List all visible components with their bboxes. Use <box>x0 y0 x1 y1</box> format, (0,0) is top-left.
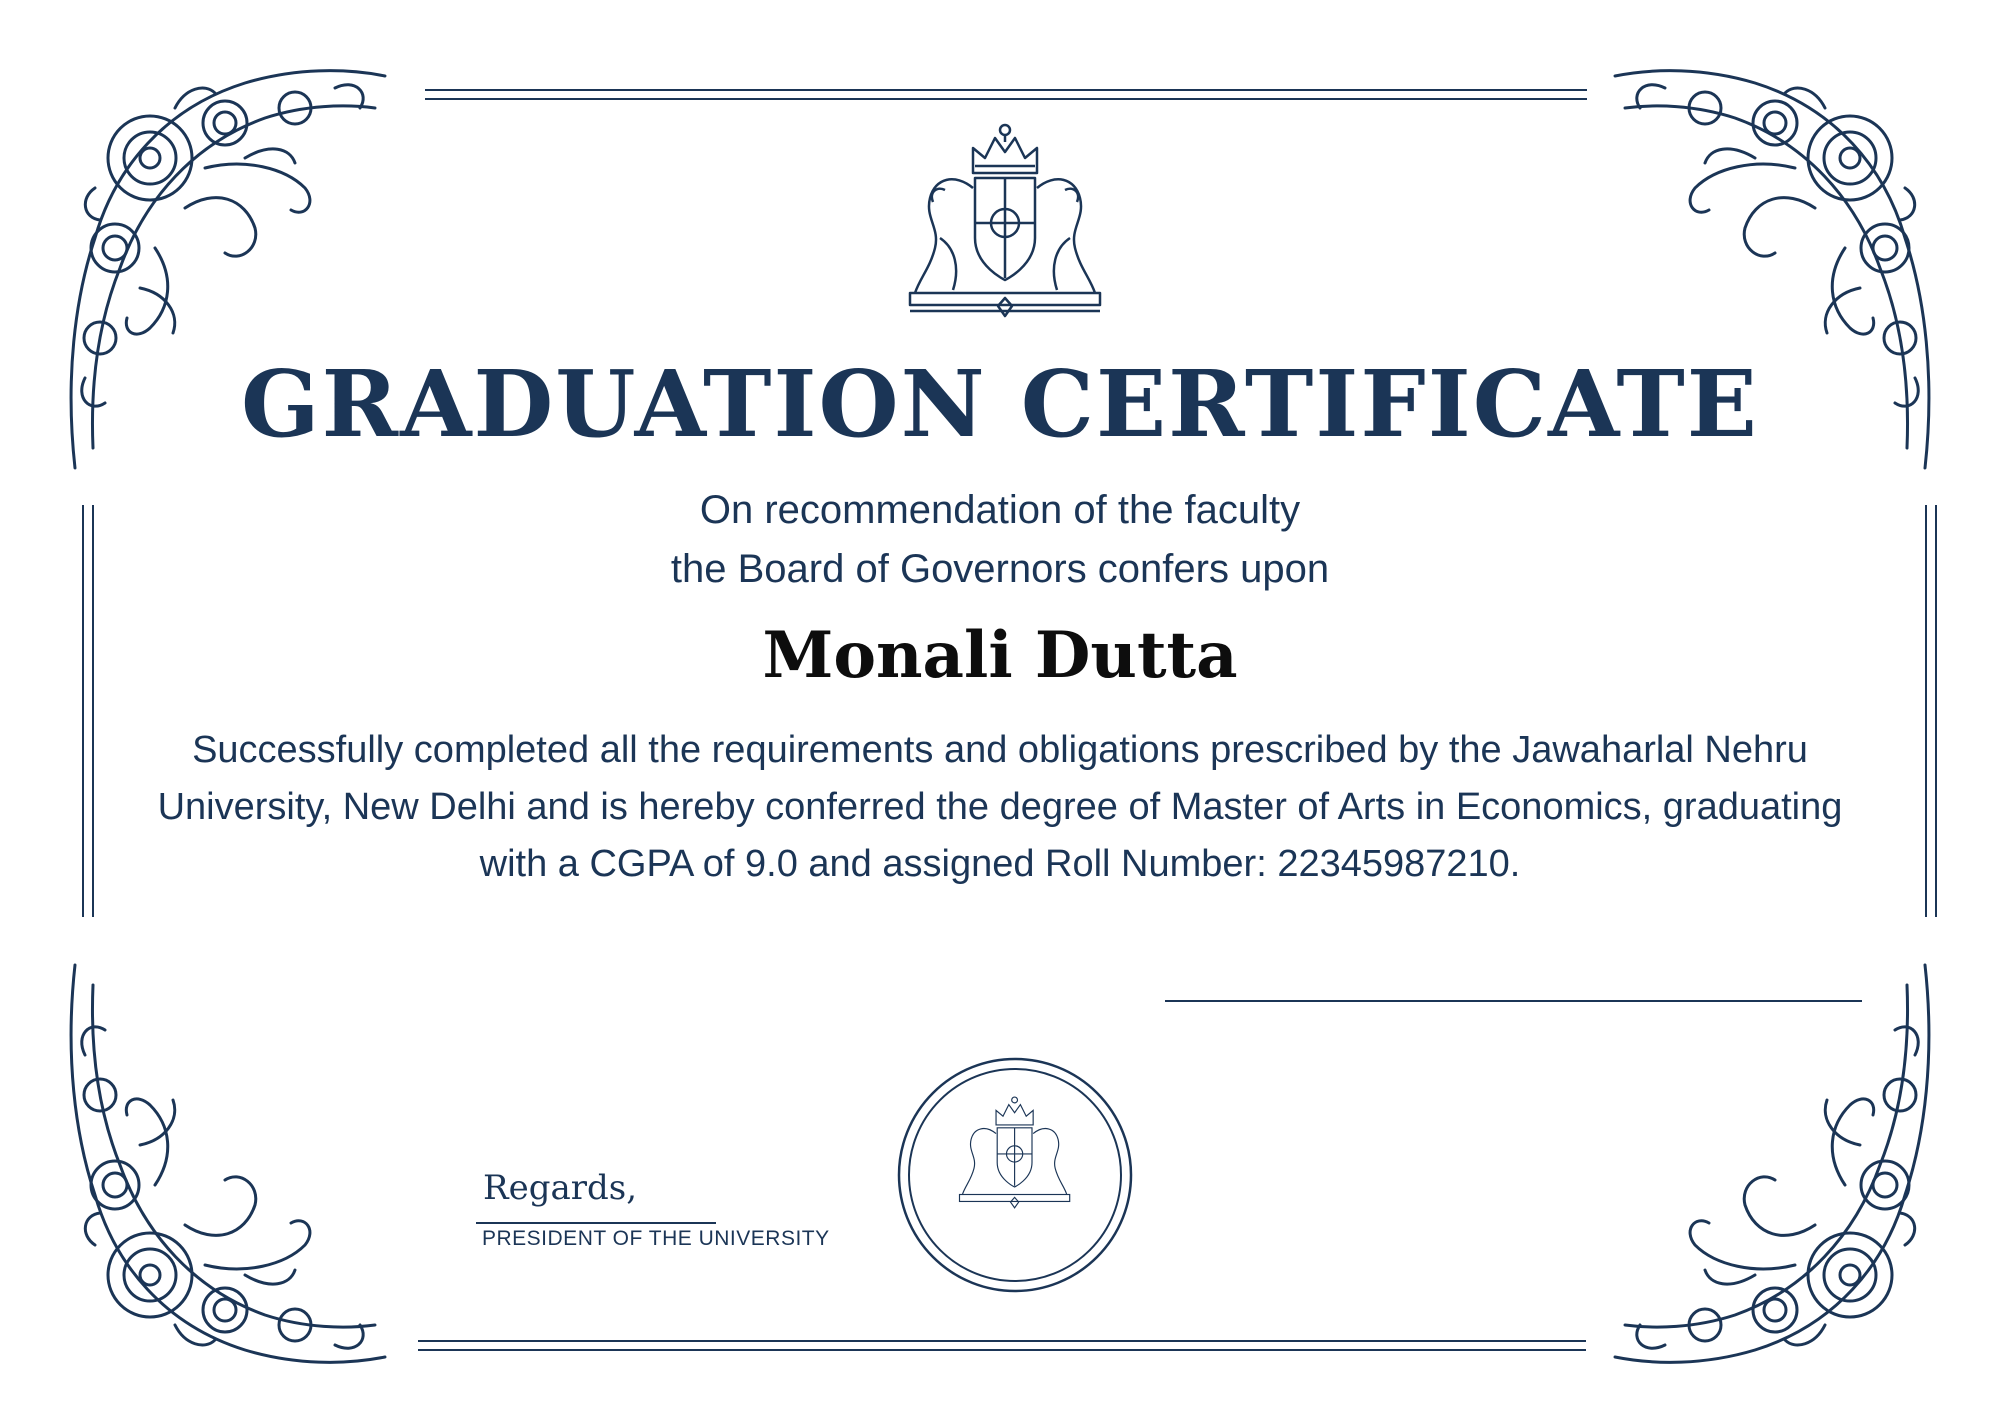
certificate-title: GRADUATION CERTIFICATE <box>241 350 1759 458</box>
recipient-name: Monali Dutta <box>762 618 1238 693</box>
ornamental-corner-bottom-right-icon <box>1605 955 1945 1385</box>
regards-underline <box>476 1222 716 1224</box>
ornamental-corner-bottom-left-icon <box>55 955 395 1385</box>
bottom-border-line-2 <box>418 1349 1586 1351</box>
certificate-body-text: Successfully completed all the requirements and obligations prescribed by the Jawaharlal Nehru University, New Delhi and is hereby conferred the degree of Master of Arts in Economics, graduating with a CGPA of 9.0 and assigned Roll Number: 22345987210. <box>157 729 1843 885</box>
bottom-border-line-1 <box>418 1340 1586 1342</box>
university-seal-icon <box>895 1055 1135 1295</box>
intro-line-2: the Board of Governors confers upon <box>670 547 1330 591</box>
intro-line-1: On recommendation of the faculty <box>699 488 1301 532</box>
top-border-line-2 <box>425 98 1587 100</box>
signer-title: PRESIDENT OF THE UNIVERSITY <box>482 1227 830 1250</box>
closing-regards: Regards, <box>483 1168 638 1208</box>
royal-coat-of-arms-icon <box>885 118 1125 323</box>
top-border-line-1 <box>425 89 1587 91</box>
